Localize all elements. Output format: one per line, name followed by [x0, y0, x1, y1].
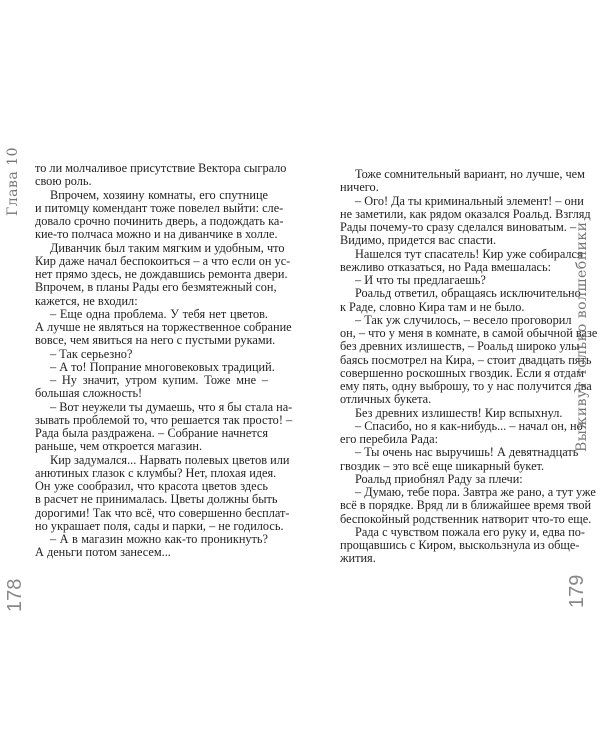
paragraph — [340, 445, 579, 473]
text-line: нет прямо здесь, не дождавшись ремонта двери. — [35, 267, 288, 281]
text-line: к Раде, словно Кира там и не было. — [340, 299, 525, 314]
paragraph — [340, 193, 591, 248]
text-line: довало срочно починить дверь, а подождать ка- — [35, 214, 284, 228]
text-line: то ли молчаливое присутствие Вектора сыграло — [35, 161, 287, 175]
text-line: – И что ты предлагаешь? — [355, 273, 486, 287]
text-line: он, – что у меня в комнате, в самой обычной вазе — [340, 326, 598, 340]
text-line: без древних излишеств, – Роальд широко улы- — [340, 339, 584, 354]
text-line: его перебила Рада: — [340, 432, 438, 446]
text-line: Тоже сомнительный вариант, но лучше, чем — [355, 167, 585, 181]
text-line: совершенно роскошных гвоздик. Если я отдам — [340, 365, 585, 380]
text-line: анютиных глазок с клумбы? Нет, плохая идея. — [35, 465, 277, 480]
text-line: А лучше не являться на торжественное собрание — [35, 320, 292, 334]
text-line: – А в магазин можно как-то проникнуть? — [50, 532, 268, 546]
text-line: Видимо, придется вас спасти. — [340, 233, 497, 248]
text-line: – Ну значит, утром купим. Тоже мне – — [50, 373, 268, 387]
paragraph — [35, 240, 291, 308]
paragraph — [340, 473, 562, 486]
text-line: Роальд ответил, обращаясь исключительно — [355, 286, 581, 301]
paragraph — [340, 246, 583, 275]
text-line: вежливо отказаться, но Рада вмешалась: — [340, 259, 552, 274]
page-number-left: 178 — [4, 578, 26, 612]
text-line: раньше, чем откроется магазин. — [35, 439, 203, 454]
text-line: кие-то полчаса можно и на диванчике в холле. — [35, 227, 278, 242]
text-line: Он уже сообразил, что красота цветов здесь — [35, 479, 268, 493]
paragraph — [35, 374, 268, 401]
text-line: – Думаю, тебе пора. Завтра же рано, а тут уже — [355, 485, 596, 499]
text-line: – Так уж случилось, – весело проговорил — [355, 312, 572, 327]
paragraph — [340, 167, 585, 195]
book-title-running-head: Выживут только волшебники — [574, 221, 590, 452]
paragraph — [340, 418, 583, 447]
text-line: и питомцу комендант тоже повелел выйти: сле- — [35, 200, 284, 215]
text-line: – Вот неужели ты думаешь, что я бы стала на- — [50, 399, 293, 414]
right-page — [300, 0, 600, 750]
text-line: вовсе, чем явиться на него с пустыми руками. — [35, 333, 276, 348]
text-line: в расчет не принималась. Цветы должны быть — [35, 492, 278, 507]
text-line: Диванчик был таким мягким и удобным, что — [50, 240, 285, 255]
text-line: – Так серьезно? — [50, 346, 133, 361]
text-line: Роальд приобнял Раду за плечи: — [355, 471, 523, 486]
paragraph — [340, 274, 562, 287]
text-line: Без древних излишеств! Кир вспыхнул. — [355, 405, 563, 420]
text-line: – А то! Попрание многовековых традиций. — [50, 359, 275, 374]
text-line: дорогими! Так что всё, что совершенно бесплат- — [35, 505, 290, 520]
text-line: Кир даже начал беспокоиться – а что если он ус- — [35, 253, 291, 268]
paragraph — [35, 306, 292, 348]
text-line: – Ого! Да ты криминальный элемент! – они — [355, 193, 584, 208]
text-line: отличных букета. — [340, 392, 432, 407]
text-line: но украшает поля, сады и парки, – не годилось. — [35, 518, 284, 533]
text-line: баясь посмотрел на Кира, – стоит двадцать пять — [340, 352, 592, 367]
text-line: – Ты очень нас выручишь! А девятнадцать — [355, 445, 579, 460]
paragraph — [35, 161, 287, 189]
text-line: Кир задумался... Нарвать полевых цветов или — [50, 452, 290, 467]
paragraph — [340, 524, 586, 566]
text-line: ничего. — [340, 180, 379, 195]
text-line: ему пять, одну выброшу, то у нас получится два — [340, 379, 592, 393]
text-line: – Еще одна проблема. У тебя нет цветов. — [50, 306, 268, 321]
text-line: А деньги потом занесем... — [35, 545, 171, 560]
paragraph — [35, 452, 290, 534]
left-page-body — [35, 161, 293, 560]
text-line: беспокойный родственник натворит что-то еще. — [340, 511, 592, 526]
paragraph — [35, 187, 284, 242]
text-line: – Спасибо, но я как-нибудь... – начал он, но — [355, 418, 583, 433]
text-line: всё в порядке. Вряд ли в ближайшее время твой — [340, 498, 592, 513]
page-number-right: 179 — [566, 574, 588, 608]
paragraph — [340, 286, 581, 314]
paragraph — [35, 348, 268, 361]
paragraph — [340, 312, 598, 407]
paragraph — [340, 407, 562, 420]
paragraph — [340, 485, 596, 526]
text-line: кажется, не входил: — [35, 293, 138, 308]
text-line: свою роль. — [35, 174, 92, 189]
text-line: Впрочем, хозяину комнаты, его спутнице — [50, 187, 268, 202]
chapter-running-head: Глава 10 — [5, 146, 21, 216]
text-line: Рады почему-то сразу сделался виноватым. – — [340, 220, 577, 234]
text-line: зывать проблемой то, что решается так просто! – — [35, 412, 293, 427]
text-line: Рада была раздражена. – Собрание начнется — [35, 426, 268, 440]
text-line: не заметили, как рядом оказался Роальд. Взгляд — [340, 206, 591, 221]
text-line: Нашелся тут спасатель! Кир уже собирался — [355, 246, 583, 261]
paragraph — [35, 359, 275, 374]
paragraph — [35, 399, 293, 454]
text-line: гвоздик – это всё еще шикарный букет. — [340, 458, 545, 473]
text-line: Рада с чувством пожала его руку и, едва по- — [355, 524, 586, 539]
paragraph — [35, 533, 268, 560]
text-line: большая сложность! — [35, 386, 143, 401]
text-line: прощавшись с Киром, выскользнула из обще- — [340, 538, 580, 552]
text-line: Впрочем, в планы Рады его безмятежный сон, — [35, 280, 277, 295]
text-line: жития. — [340, 551, 376, 566]
